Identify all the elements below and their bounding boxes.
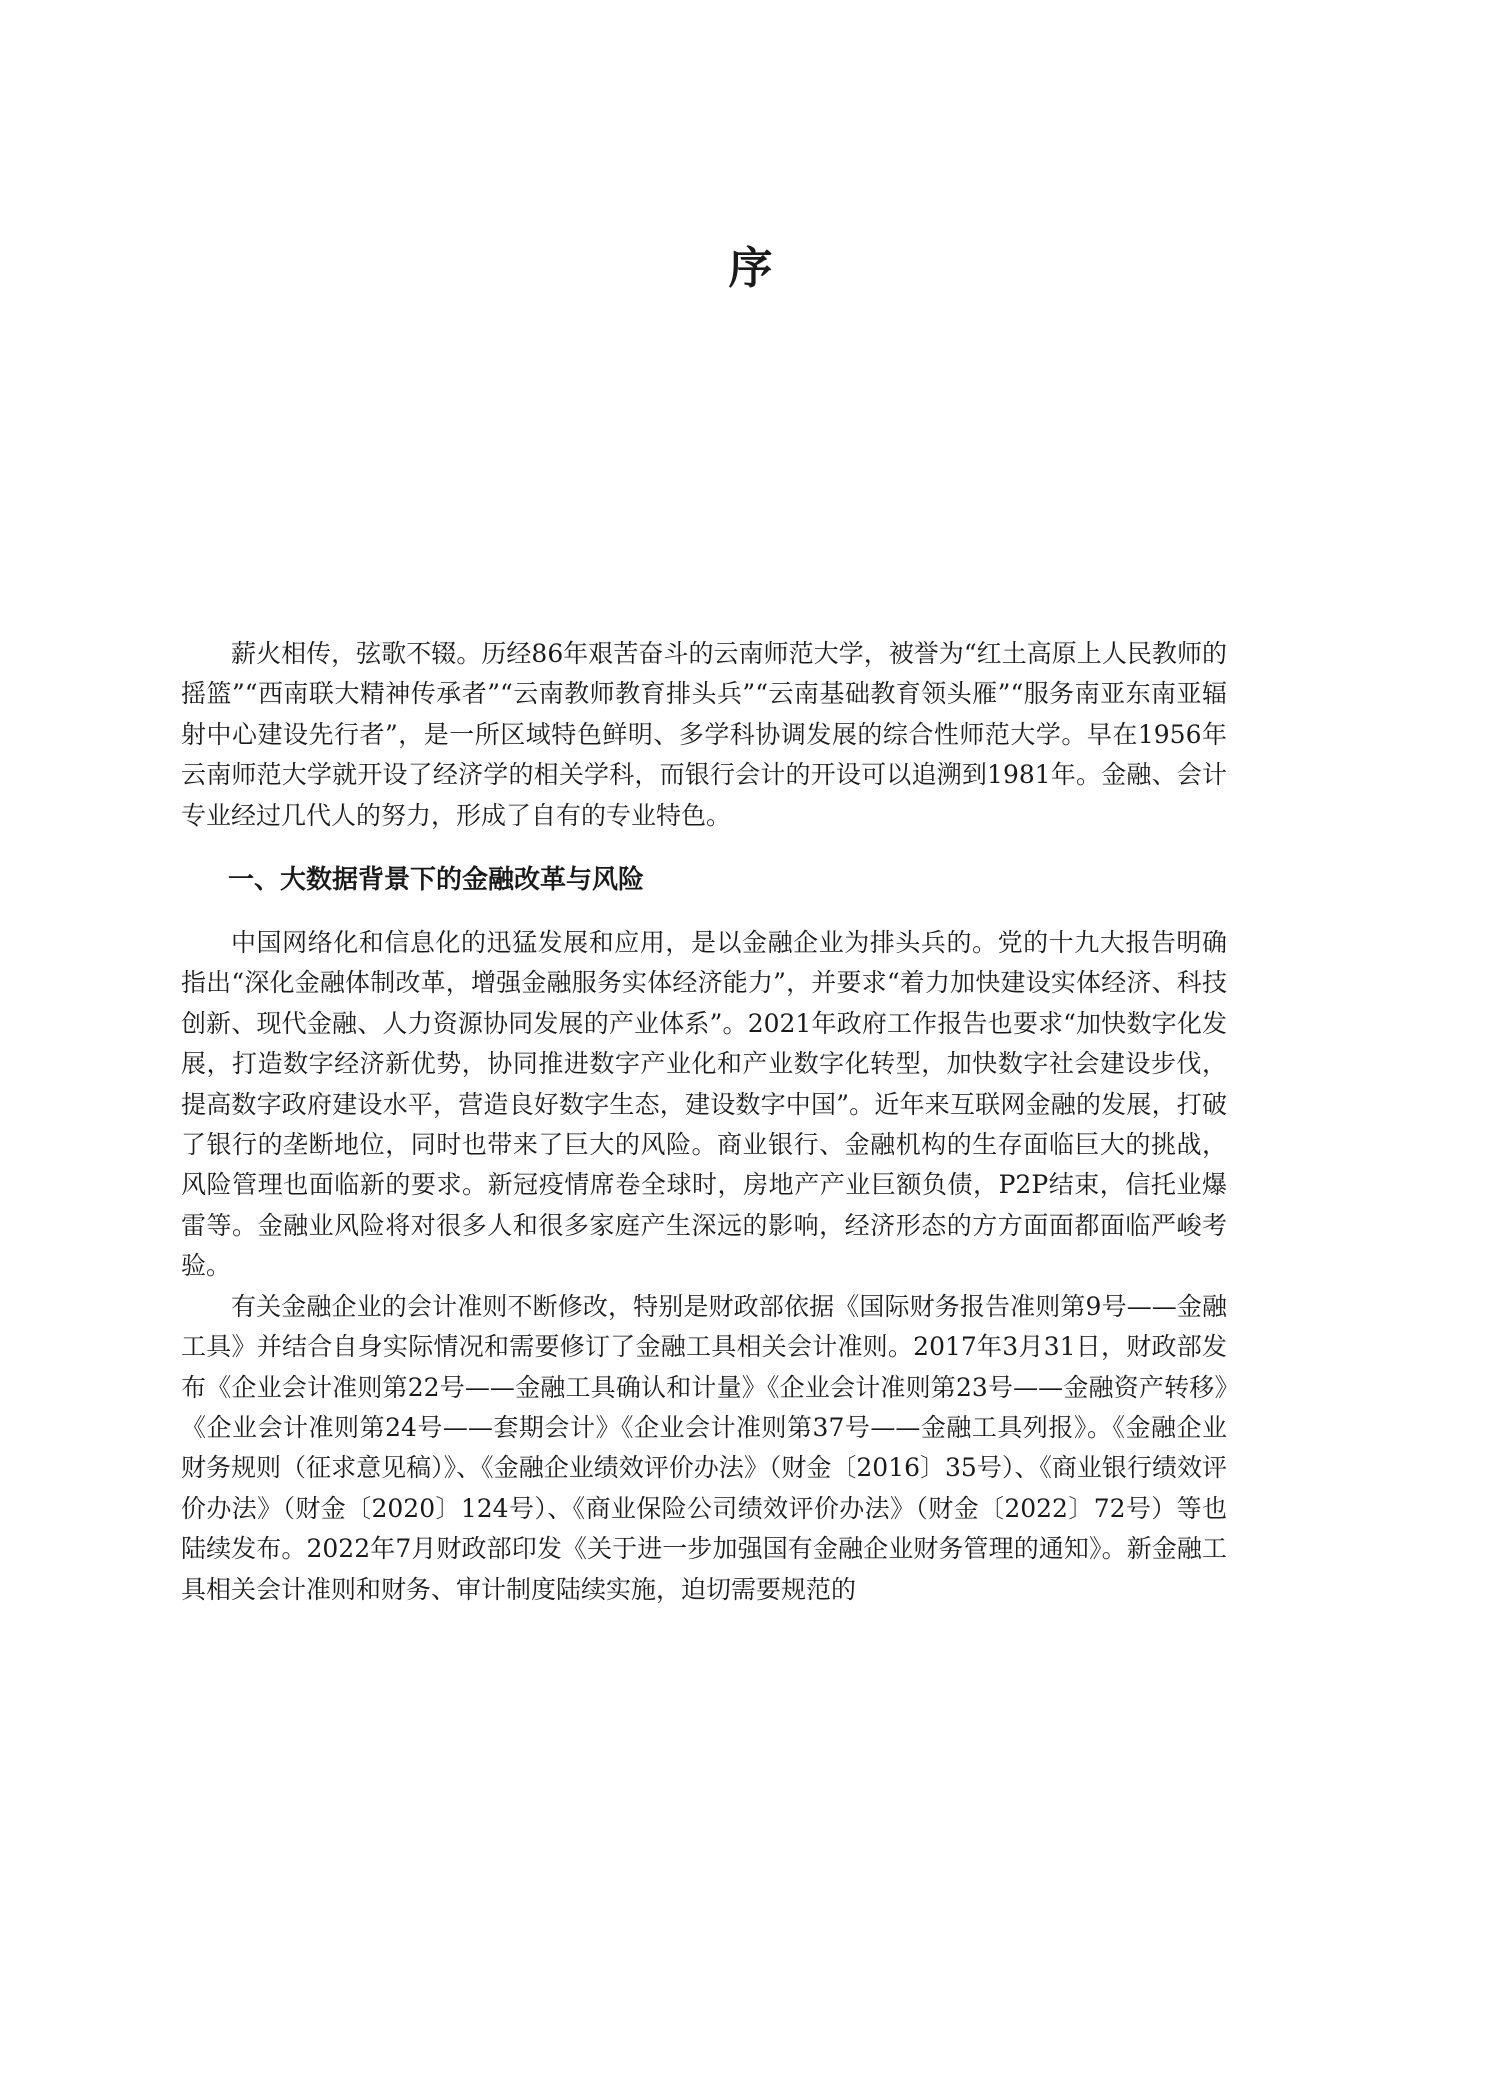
section-paragraph-1: 中国网络化和信息化的迅猛发展和应用，是以金融企业为排头兵的。党的十九大报告明确指出“深化金融体制改革，增强金融服务实体经济能力”，并要求“着力加快建设实体经济、科技创新、现代金融、人力资源协同发展的产业体系”。2021年政府工作报告也要求“加快数字化发展，打造数字经济新优势，协同推进数字产业化和产业数字化转型，加快数字社会建设步伐，提高数字政府建设水平，营造良好数字生态，建设数字中国”。近年来互联网金融的发展，打破了银行的垄断地位，同时也带来了巨大的风险。商业银行、金融机构的生存面临巨大的挑战，风险管理也面临新的要求。新冠疫情席卷全球时，房地产产业巨额负债，P2P结束，信托业爆雷等。金融业风险将对很多人和很多家庭产生深远的影响，经济形态的方方面面都面临严峻考验。 (181, 928, 1227, 1281)
intro-paragraph: 薪火相传，弦歌不辍。历经86年艰苦奋斗的云南师范大学，被誉为“红土高原上人民教师的摇篮”“西南联大精神传承者”“云南教师教育排头兵”“云南基础教育领头雁”“服务南亚东南亚辐射中心建设先行者”，是一所区域特色鲜明、多学科协调发展的综合性师范大学。早在1956年云南师范大学就开设了经济学的相关学科，而银行会计的开设可以追溯到1981年。金融、会计专业经过几代人的努力，形成了自有的专业特色。 (181, 639, 1227, 830)
section-heading: 一、大数据背景下的金融改革与风险 (228, 865, 645, 896)
body-text (181, 634, 1227, 1610)
page-title: 序 (728, 243, 775, 294)
section-paragraph-2: 有关金融企业的会计准则不断修改，特别是财政部依据《国际财务报告准则第9号——金融工具》并结合自身实际情况和需要修订了金融工具相关会计准则。2017年3月31日，财政部发布《企业会计准则第22号——金融工具确认和计量》《企业会计准则第23号——金融资产转移》《企业会计准则第24号——套期会计》《企业会计准则第37号——金融工具列报》。《金融企业财务规则（征求意见稿）》、《金融企业绩效评价办法》（财金〔2016〕35号）、《商业银行绩效评价办法》（财金〔2020〕124号）、《商业保险公司绩效评价办法》（财金〔2022〕72号）等也陆续发布。2022年7月财政部印发《关于进一步加强国有金融企业财务管理的通知》。新金融工具相关会计准则和财务、审计制度陆续实施，迫切需要规范的 (181, 1291, 1227, 1604)
